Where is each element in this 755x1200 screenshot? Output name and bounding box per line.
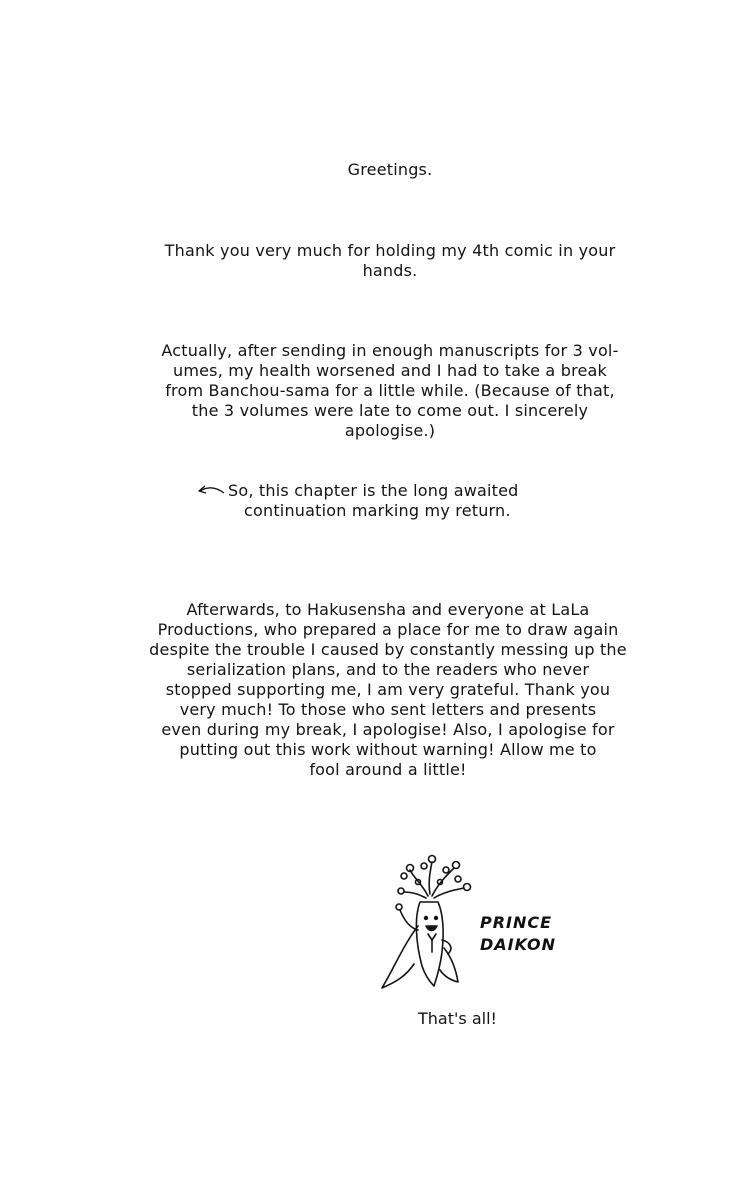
closing-remark: That's all! xyxy=(418,1009,497,1028)
thanks-line: Thank you very much for holding my 4th comic in your xyxy=(164,241,616,260)
greeting-heading xyxy=(120,160,660,180)
daikon-mascot-drawing xyxy=(374,848,484,1008)
gratitude-line: fool around a little! xyxy=(309,760,467,779)
gratitude-line: very much! To those who sent letters and presents xyxy=(179,700,597,719)
gratitude-line: Afterwards, to Hakusensha and everyone at LaLa xyxy=(186,600,590,619)
gratitude-line: stopped supporting me, I am very grateful. Thank you xyxy=(165,680,611,699)
health-paragraph xyxy=(120,341,660,441)
curved-arrow-icon xyxy=(196,483,226,499)
health-line: from Banchou-sama for a little while. (Because of that, xyxy=(165,381,615,400)
gratitude-line: despite the trouble I caused by constantly messing up the xyxy=(149,640,627,659)
greeting-text: Greetings. xyxy=(347,160,433,179)
gratitude-line: Productions, who prepared a place for me to draw again xyxy=(157,620,619,639)
mascot-name-line: DAIKON xyxy=(480,935,556,954)
thanks-line: hands. xyxy=(362,261,418,280)
health-line: umes, my health worsened and I had to take a break xyxy=(172,361,608,380)
thanks-paragraph xyxy=(120,241,660,281)
health-line: Actually, after sending in enough manuscripts for 3 vol- xyxy=(161,341,619,360)
return-note-line: continuation marking my return. xyxy=(244,501,511,520)
health-line: apologise.) xyxy=(344,421,436,440)
return-note-line: So, this chapter is the long awaited xyxy=(228,481,519,500)
gratitude-line: putting out this work without warning! Allow me to xyxy=(179,740,597,759)
gratitude-line: serialization plans, and to the readers who never xyxy=(186,660,590,679)
gratitude-paragraph xyxy=(118,600,658,780)
gratitude-line: even during my break, I apologise! Also, I apologise for xyxy=(161,720,615,739)
mascot-name-line: PRINCE xyxy=(480,913,553,932)
health-line: the 3 volumes were late to come out. I sincerely xyxy=(191,401,589,420)
prince-daikon-illustration xyxy=(374,848,484,1008)
mascot-name-label xyxy=(480,912,590,956)
return-note xyxy=(196,481,596,521)
